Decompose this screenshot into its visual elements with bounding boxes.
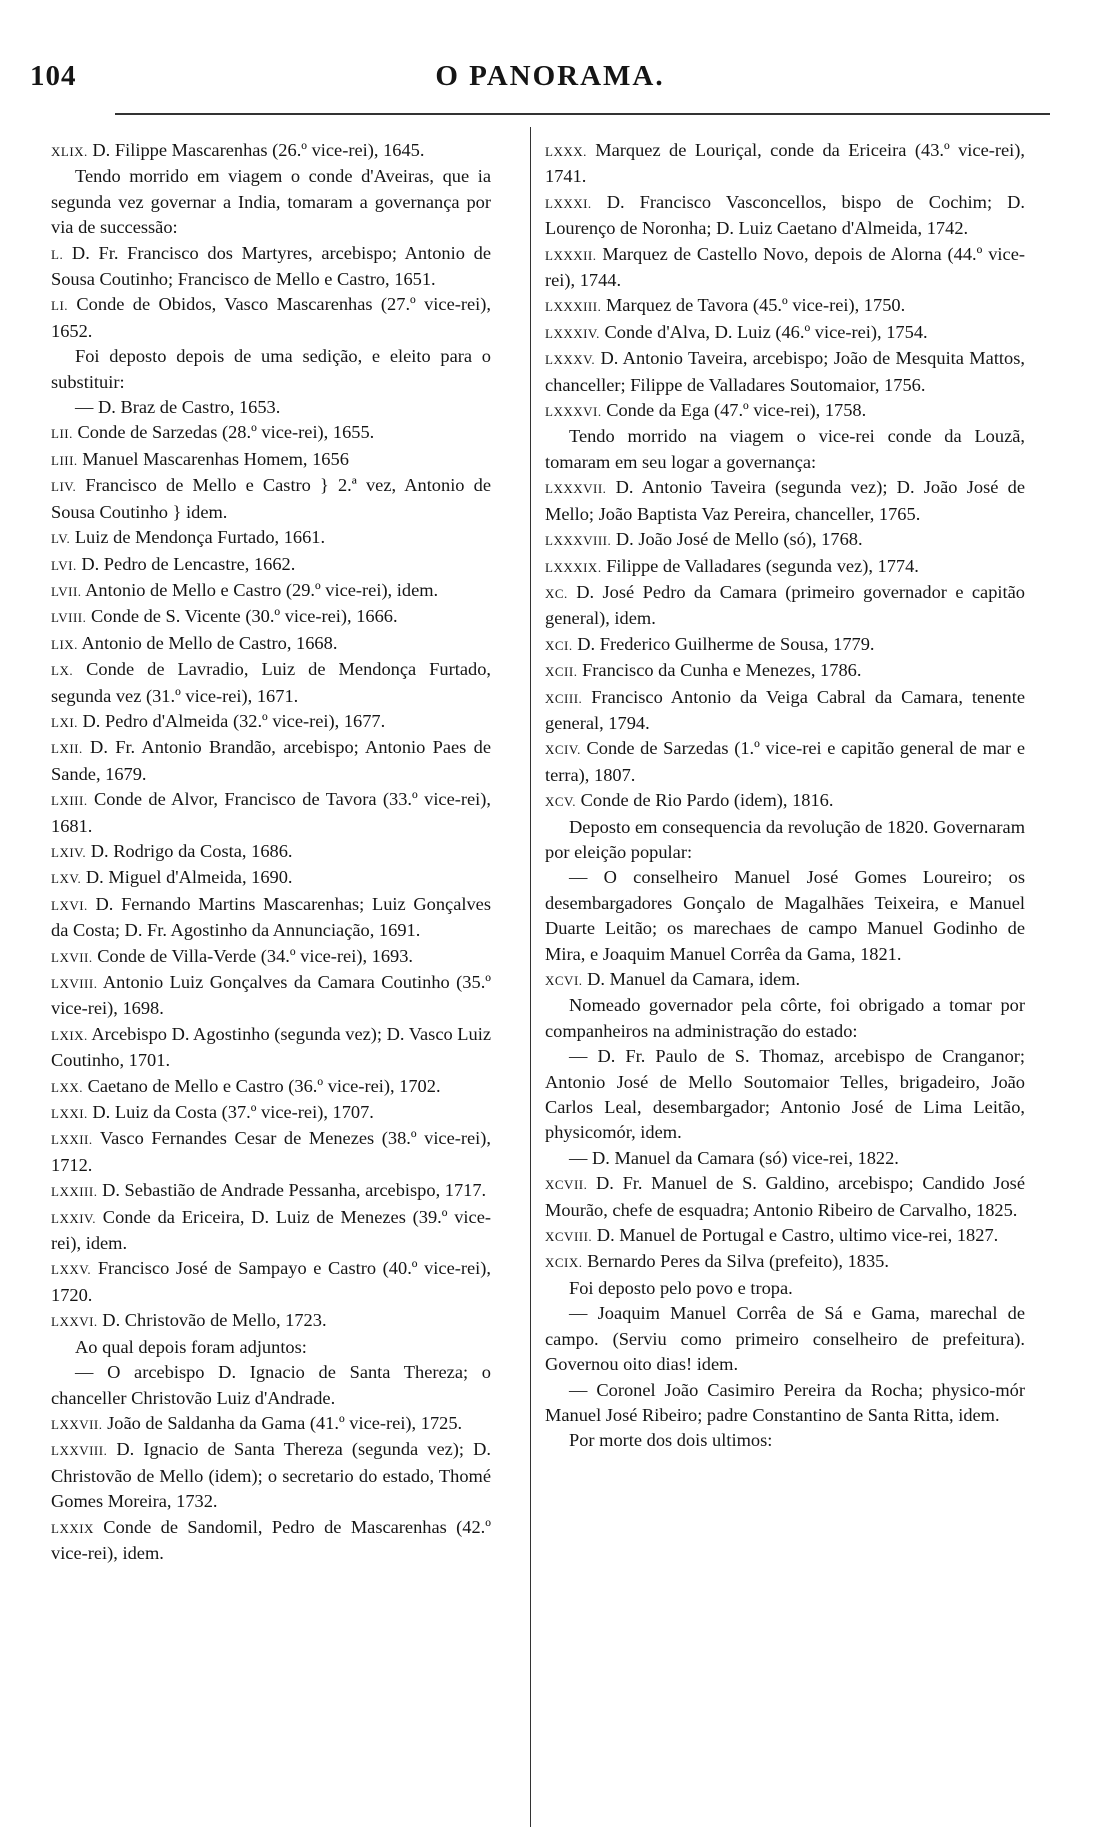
- list-entry: [51, 552, 491, 578]
- list-entry: [51, 1308, 491, 1334]
- roman-numeral: LXXXVIII.: [545, 533, 612, 549]
- roman-numeral: LIV.: [51, 479, 77, 495]
- list-entry: [51, 604, 491, 630]
- entry-text: D. Fr. Francisco dos Martyres, arcebispo; Antonio de Sousa Coutinho; Francisco de Mello e Castro, 1651.: [51, 242, 491, 290]
- list-entry: [51, 709, 491, 735]
- roman-numeral: LXV.: [51, 871, 82, 887]
- entry-text: D. Frederico Guilherme de Sousa, 1779.: [577, 633, 875, 654]
- entry-text: — D. Fr. Paulo de S. Thomaz, arcebispo de Cranganor; Antonio José de Mello Soutomaior Telles, brigadeiro, João Carlos Leal, desembargador; Antonio José de Lima Leitão, physicomór, idem.: [545, 1046, 1025, 1143]
- page-number: 104: [30, 60, 77, 92]
- list-entry: [545, 580, 1025, 632]
- roman-numeral: XCV.: [545, 794, 577, 810]
- roman-numeral: XLIX.: [51, 144, 88, 159]
- roman-numeral: XCVI.: [545, 973, 583, 988]
- entry-text: Tendo morrido na viagem o vice-rei conde da Louzã, tomaram em seu logar a governança:: [545, 426, 1025, 472]
- roman-numeral: LXXVII.: [51, 1416, 103, 1432]
- list-entry: [51, 631, 491, 657]
- entry-text: Vasco Fernandes Cesar de Menezes (38.º vice-rei), 1712.: [51, 1128, 491, 1175]
- list-entry: [51, 473, 491, 525]
- list-entry: [545, 293, 1025, 319]
- roman-numeral: LXVI.: [51, 897, 88, 913]
- roman-numeral: LXXII.: [51, 1132, 93, 1148]
- entry-text: D. José Pedro da Camara (primeiro governador e capitão general), idem.: [545, 581, 1025, 629]
- list-entry: [51, 865, 491, 891]
- roman-numeral: LXIX.: [51, 1027, 88, 1043]
- roman-numeral: LVIII.: [51, 610, 87, 626]
- entry-text: Conde de Rio Pardo (idem), 1816.: [580, 790, 834, 811]
- entry-text: D. Filippe Mascarenhas (26.º vice-rei), 1645.: [92, 140, 425, 160]
- list-entry: [545, 1249, 1025, 1275]
- entry-text: Conde de Alvor, Francisco de Tavora (33.º vice-rei), 1681.: [51, 789, 491, 836]
- entry-text: — D. Braz de Castro, 1653.: [75, 397, 281, 418]
- list-entry: [51, 1437, 491, 1514]
- list-entry: [51, 1411, 491, 1437]
- entry-text: D. Christovão de Mello, 1723.: [102, 1310, 327, 1331]
- list-entry: [545, 320, 1025, 346]
- entry-text: D. Manuel da Camara, idem.: [587, 969, 801, 989]
- list-entry: [545, 554, 1025, 580]
- right-column: [545, 138, 1025, 1454]
- paragraph: [545, 1301, 1025, 1377]
- roman-numeral: LXXX.: [545, 144, 587, 159]
- entry-text: D. João José de Mello (só), 1768.: [615, 529, 863, 550]
- entry-text: D. Miguel d'Almeida, 1690.: [85, 867, 293, 888]
- entry-text: Deposto em consequencia da revolução de 1820. Governaram por eleição popular:: [545, 816, 1025, 862]
- list-entry: [545, 527, 1025, 553]
- list-entry: [51, 839, 491, 865]
- entry-text: Francisco de Mello e Castro } 2.ª vez, Antonio de Sousa Coutinho } idem.: [51, 475, 491, 522]
- paragraph: [545, 424, 1025, 475]
- roman-numeral: LXIV.: [51, 844, 87, 860]
- paragraph: [51, 395, 491, 420]
- paragraph: [545, 993, 1025, 1044]
- roman-numeral: LXXXIII.: [545, 299, 602, 315]
- list-entry: [51, 447, 491, 473]
- roman-numeral: XCIV.: [545, 742, 581, 758]
- entry-text: Caetano de Mello e Castro (36.º vice-rei), 1702.: [87, 1075, 441, 1096]
- entry-text: Marquez de Louriçal, conde da Ericeira (43.º vice-rei), 1741.: [545, 140, 1025, 187]
- entry-text: — Joaquim Manuel Corrêa de Sá e Gama, marechal de campo. (Serviu como primeiro conselheiro de prefeitura). Governou oito dias! idem.: [545, 1303, 1025, 1375]
- roman-numeral: LXVIII.: [51, 976, 98, 991]
- entry-text: Manuel Mascarenhas Homem, 1656: [82, 448, 349, 469]
- list-entry: [545, 190, 1025, 242]
- entry-text: D. Francisco Vasconcellos, bispo de Cochim; D. Lourenço de Noronha; D. Luiz Caetano d'Almeida, 1742.: [545, 191, 1025, 239]
- roman-numeral: LVI.: [51, 557, 77, 573]
- entry-text: — D. Manuel da Camara (só) vice-rei, 1822.: [569, 1147, 899, 1168]
- entry-text: Conde de Sandomil, Pedro de Mascarenhas (42.º vice-rei), idem.: [51, 1516, 491, 1563]
- roman-numeral: XCIX.: [545, 1255, 583, 1271]
- paragraph: [545, 865, 1025, 967]
- roman-numeral: LIII.: [51, 452, 78, 468]
- entry-text: Francisco Antonio da Veiga Cabral da Camara, tenente general, 1794.: [545, 686, 1025, 733]
- roman-numeral: XCVIII.: [545, 1229, 593, 1245]
- paragraph: [545, 1276, 1025, 1301]
- list-entry: [51, 944, 491, 970]
- roman-numeral: LIX.: [51, 636, 78, 652]
- entry-text: João de Saldanha da Gama (41.º vice-rei), 1725.: [107, 1412, 463, 1433]
- entry-text: Antonio de Mello de Castro, 1668.: [81, 632, 338, 653]
- list-entry: [51, 1022, 491, 1074]
- entry-text: Marquez de Tavora (45.º vice-rei), 1750.: [605, 295, 906, 316]
- list-entry: [545, 398, 1025, 424]
- roman-numeral: LXXI.: [51, 1106, 88, 1122]
- entry-text: Por morte dos dois ultimos:: [569, 1430, 773, 1451]
- paragraph: [545, 1146, 1025, 1171]
- roman-numeral: L.: [51, 246, 64, 262]
- list-entry: [51, 735, 491, 787]
- entry-text: Conde da Ega (47.º vice-rei), 1758.: [606, 400, 867, 421]
- entry-text: Conde de S. Vicente (30.º vice-rei), 1666.: [90, 606, 398, 627]
- list-entry: [51, 1205, 491, 1257]
- column-divider: [530, 127, 531, 1827]
- roman-numeral: LXXXVI.: [545, 404, 602, 420]
- roman-numeral: LXXXIX.: [545, 559, 602, 575]
- entry-text: D. Ignacio de Santa Thereza (segunda vez); D. Christovão de Mello (idem); o secretario do estado, Thomé Gomes Moreira, 1732.: [51, 1439, 491, 1512]
- entry-text: Foi deposto depois de uma sedição, e eleito para o substituir:: [51, 346, 491, 392]
- roman-numeral: LV.: [51, 531, 71, 547]
- roman-numeral: XCIII.: [545, 690, 583, 706]
- list-entry: [51, 525, 491, 551]
- roman-numeral: LXIII.: [51, 793, 88, 809]
- entry-text: D. Antonio Taveira, arcebispo; João de Mesquita Mattos, chanceller; Filippe de Valladares Soutomaior, 1756.: [545, 348, 1025, 395]
- entry-text: Luiz de Mendonça Furtado, 1661.: [74, 527, 326, 548]
- entry-text: — O arcebispo D. Ignacio de Santa Thereza; o chanceller Christovão Luiz d'Andrade.: [51, 1362, 491, 1408]
- entry-text: Ao qual depois foram adjuntos:: [75, 1336, 307, 1357]
- entry-text: Conde d'Alva, D. Luiz (46.º vice-rei), 1754.: [604, 321, 928, 342]
- roman-numeral: LII.: [51, 426, 73, 442]
- entry-text: Conde de Sarzedas (28.º vice-rei), 1655.: [77, 422, 375, 443]
- roman-numeral: LXXXII.: [545, 247, 597, 263]
- roman-numeral: LXI.: [51, 714, 78, 730]
- list-entry: [51, 970, 491, 1022]
- paragraph: [545, 1378, 1025, 1429]
- list-entry: [51, 420, 491, 446]
- entry-text: Bernardo Peres da Silva (prefeito), 1835.: [587, 1251, 889, 1272]
- entry-text: Conde da Ericeira, D. Luiz de Menezes (39.º vice-rei), idem.: [51, 1206, 491, 1254]
- list-entry: [51, 578, 491, 604]
- roman-numeral: LXXVIII.: [51, 1443, 108, 1459]
- roman-numeral: LXXIII.: [51, 1184, 98, 1200]
- entry-text: Antonio Luiz Gonçalves da Camara Coutinho (35.º vice-rei), 1698.: [51, 972, 491, 1019]
- entry-text: D. Fr. Antonio Brandão, arcebispo; Antonio Paes de Sande, 1679.: [51, 737, 491, 784]
- paragraph: [51, 1360, 491, 1411]
- paragraph: [51, 1335, 491, 1360]
- list-entry: [545, 346, 1025, 398]
- roman-numeral: LI.: [51, 298, 69, 314]
- entry-text: D. Pedro de Lencastre, 1662.: [81, 553, 296, 574]
- paragraph: [545, 815, 1025, 866]
- entry-text: — O conselheiro Manuel José Gomes Loureiro; os desembargadores Gonçalo de Magalhães Teixeira, e Manuel Duarte Leitão; os marechaes de campo Manuel Godinho de Mira, e Joaquim Manuel Corrêa da Gama, 1821.: [545, 867, 1025, 964]
- list-entry: [51, 1074, 491, 1100]
- list-entry: [545, 242, 1025, 294]
- entry-text: Conde de Obidos, Vasco Mascarenhas (27.º vice-rei), 1652.: [51, 294, 491, 341]
- entry-text: Nomeado governador pela côrte, foi obrigado a tomar por companheiros na administração do estado:: [545, 995, 1025, 1041]
- paragraph: [545, 1428, 1025, 1453]
- entry-text: Tendo morrido em viagem o conde d'Aveiras, que ia segunda vez governar a India, tomaram a governança por via de successão:: [51, 166, 491, 238]
- list-entry: [545, 685, 1025, 737]
- entry-text: D. Luiz da Costa (37.º vice-rei), 1707.: [92, 1102, 374, 1123]
- roman-numeral: LX.: [51, 663, 74, 679]
- list-entry: [545, 967, 1025, 993]
- roman-numeral: LXXVI.: [51, 1314, 98, 1330]
- entry-text: D. Pedro d'Almeida (32.º vice-rei), 1677.: [82, 710, 386, 731]
- paragraph: [545, 1044, 1025, 1146]
- list-entry: [51, 787, 491, 839]
- entry-text: D. Sebastião de Andrade Pessanha, arcebispo, 1717.: [102, 1180, 487, 1201]
- list-entry: [51, 1126, 491, 1178]
- entry-text: Arcebispo D. Agostinho (segunda vez); D. Vasco Luiz Coutinho, 1701.: [51, 1023, 491, 1071]
- entry-text: D. Fernando Martins Mascarenhas; Luiz Gonçalves da Costa; D. Fr. Agostinho da Annunciação, 1691.: [51, 893, 491, 941]
- list-entry: [545, 788, 1025, 814]
- running-title: O PANORAMA.: [435, 60, 665, 92]
- list-entry: [51, 241, 491, 293]
- list-entry: [51, 1515, 491, 1567]
- roman-numeral: LXXIV.: [51, 1210, 97, 1226]
- entry-text: Francisco da Cunha e Menezes, 1786.: [582, 660, 862, 681]
- entry-text: D. Manuel de Portugal e Castro, ultimo vice-rei, 1827.: [596, 1225, 999, 1246]
- entry-text: Conde de Lavradio, Luiz de Mendonça Furtado, segunda vez (31.º vice-rei), 1671.: [51, 659, 491, 706]
- roman-numeral: LXVII.: [51, 949, 93, 965]
- entry-text: D. Rodrigo da Costa, 1686.: [90, 840, 293, 861]
- list-entry: [51, 138, 491, 164]
- roman-numeral: LXXXIV.: [545, 325, 600, 341]
- list-entry: [51, 1100, 491, 1126]
- list-entry: [51, 1178, 491, 1204]
- header-rule: [115, 113, 1050, 115]
- roman-numeral: LXXV.: [51, 1262, 92, 1278]
- roman-numeral: LXXXVII.: [545, 481, 607, 497]
- entry-text: Filippe de Valladares (segunda vez), 1774.: [606, 555, 919, 576]
- list-entry: [545, 658, 1025, 684]
- list-entry: [545, 138, 1025, 190]
- entry-text: Conde de Sarzedas (1.º vice-rei e capitão general de mar e terra), 1807.: [545, 738, 1025, 785]
- roman-numeral: LXII.: [51, 741, 83, 757]
- entry-text: D. Fr. Manuel de S. Galdino, arcebispo; Candido José Mourão, chefe de esquadra; Antonio Ribeiro de Carvalho, 1825.: [545, 1173, 1025, 1220]
- list-entry: [51, 292, 491, 344]
- paragraph: [51, 344, 491, 395]
- list-entry: [545, 632, 1025, 658]
- entry-text: Antonio de Mello e Castro (29.º vice-rei), idem.: [85, 579, 439, 600]
- entry-text: Foi deposto pelo povo e tropa.: [569, 1277, 793, 1298]
- roman-numeral: XCVII.: [545, 1177, 588, 1193]
- list-entry: [51, 657, 491, 709]
- entry-text: Conde de Villa-Verde (34.º vice-rei), 1693.: [97, 945, 414, 966]
- list-entry: [545, 1171, 1025, 1223]
- page-header: [30, 60, 1070, 100]
- list-entry: [51, 892, 491, 944]
- roman-numeral: LVII.: [51, 583, 82, 599]
- roman-numeral: XCI.: [545, 637, 573, 653]
- list-entry: [51, 1256, 491, 1308]
- list-entry: [545, 736, 1025, 788]
- left-column: [51, 138, 491, 1566]
- roman-numeral: LXXIX: [51, 1520, 94, 1536]
- roman-numeral: LXX.: [51, 1079, 83, 1095]
- roman-numeral: LXXXI.: [545, 195, 592, 211]
- list-entry: [545, 1223, 1025, 1249]
- entry-text: — Coronel João Casimiro Pereira da Rocha; physico-mór Manuel José Ribeiro; padre Constantino de Santa Ritta, idem.: [545, 1379, 1025, 1425]
- roman-numeral: XCII.: [545, 664, 578, 680]
- entry-text: D. Antonio Taveira (segunda vez); D. João José de Mello; João Baptista Vaz Pereira, chanceller, 1765.: [545, 477, 1025, 524]
- roman-numeral: LXXXV.: [545, 352, 596, 368]
- roman-numeral: XC.: [545, 585, 568, 601]
- list-entry: [545, 475, 1025, 527]
- entry-text: Francisco José de Sampayo e Castro (40.º vice-rei), 1720.: [51, 1258, 491, 1305]
- paragraph: [51, 164, 491, 240]
- entry-text: Marquez de Castello Novo, depois de Alorna (44.º vice-rei), 1744.: [545, 243, 1025, 291]
